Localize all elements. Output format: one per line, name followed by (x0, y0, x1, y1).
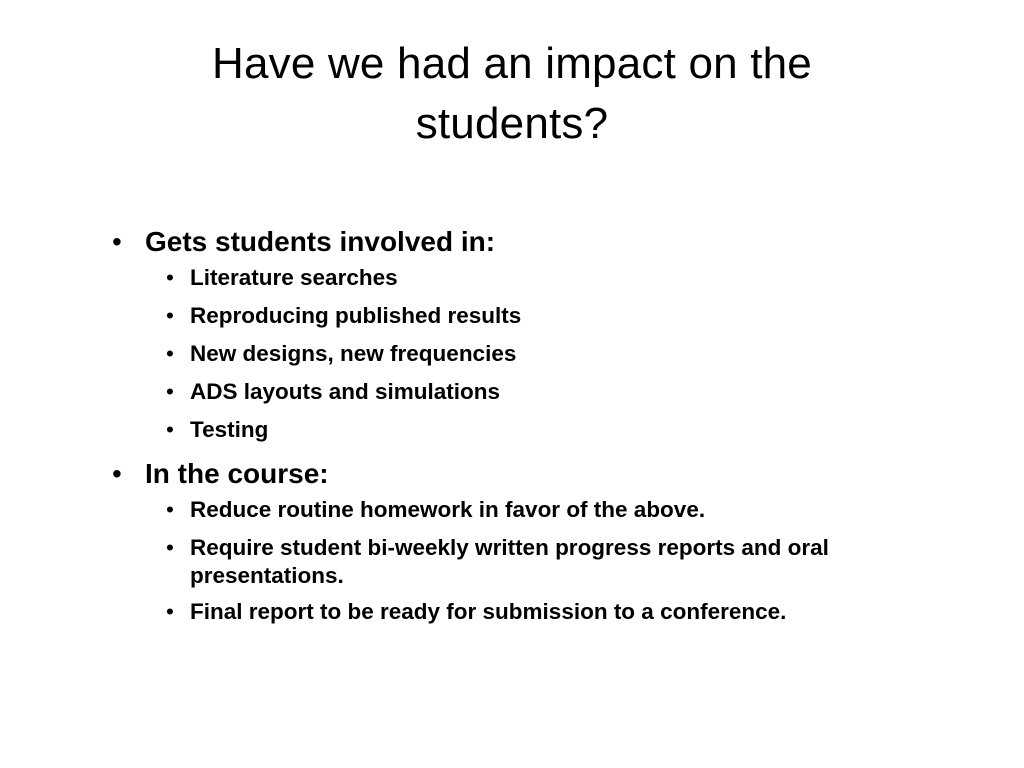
bullet-icon: • (166, 265, 174, 290)
sub-bullet-item (112, 340, 932, 368)
bullet-icon: • (166, 497, 174, 522)
sub-bullet-text: Require student bi-weekly written progress reports and oral presentations. (190, 535, 829, 588)
sub-bullet-item (112, 264, 932, 292)
sub-bullet-item (112, 416, 932, 444)
sub-bullet-item (112, 534, 932, 590)
bullet-heading-text: In the course: (145, 458, 329, 489)
sub-bullet-text: New designs, new frequencies (190, 341, 517, 366)
bullet-icon: • (166, 417, 174, 442)
slide-title (80, 34, 944, 154)
bullet-icon: • (166, 599, 174, 624)
bullet-heading-course (112, 454, 932, 494)
slide-title-line-1: Have we had an impact on the (212, 39, 812, 88)
sub-bullet-text: Reproducing published results (190, 303, 522, 328)
sub-bullet-item (112, 378, 932, 406)
bullet-icon: • (112, 226, 122, 257)
bullet-icon: • (112, 458, 122, 489)
sub-bullet-item (112, 302, 932, 330)
slide-title-line-2: students? (415, 99, 609, 148)
bullet-list (112, 222, 932, 636)
bullet-icon: • (166, 379, 174, 404)
bullet-icon: • (166, 303, 174, 328)
sub-bullet-text: Testing (190, 417, 269, 442)
bullet-heading-text: Gets students involved in: (145, 226, 496, 257)
sub-bullet-item (112, 496, 932, 524)
bullet-icon: • (166, 341, 174, 366)
sub-bullet-text: Literature searches (190, 265, 398, 290)
sub-bullet-text: Reduce routine homework in favor of the above. (190, 497, 706, 522)
sub-bullet-item (112, 598, 932, 626)
sub-bullet-list-involvement (112, 264, 932, 444)
bullet-heading-involvement (112, 222, 932, 262)
sub-bullet-list-course (112, 496, 932, 626)
bullet-icon: • (166, 535, 174, 560)
sub-bullet-text: Final report to be ready for submission to a conference. (190, 599, 787, 624)
sub-bullet-text: ADS layouts and simulations (190, 379, 501, 404)
